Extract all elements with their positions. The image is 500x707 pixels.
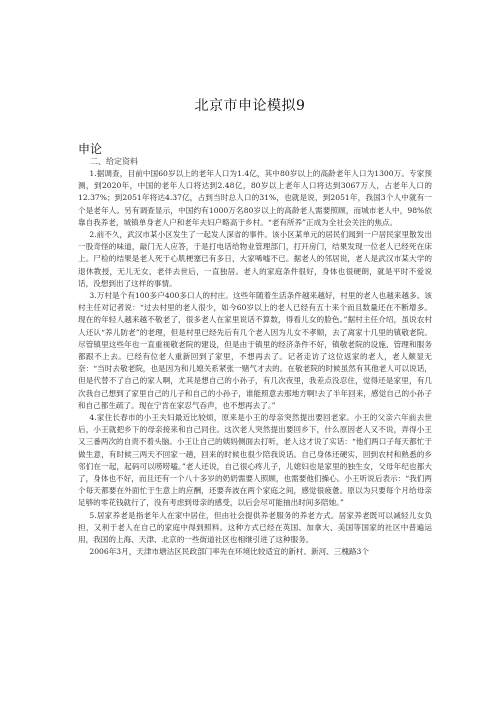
paragraph-3: 3.万村是个有100多户400多口人的村庄。这些年随着生活条件越来越好，村里的老人也越来越多。该村主任对记者说：“过去村里的老人很少，如今60岁以上的老人已经有五十来个而且数量还在不断增多。现在的年轻人越来越不敬老了，很多老人在家里说话不算数，得看儿女的脸色。”据村主任介绍，虽说农村人还认“养儿防老”的老理，但是村里已经先后有几个老人因为儿女不孝顺，去了离家十几里的镇敬老院。尽管镇里这些年也一直重视敬老院的建设，但是由于镇里的经济条件不好，镇敬老院的设施、管理和服务都跟不上去。已经有位老人重新回到了家里，不想再去了。记者走访了这位返家的老人，老人颇显无奈：“当时去敬老院，也是因为和儿媳关系紧张一赌气才去的。在敬老院的时候虽然有其他老人可以说话，但是代替不了自己的家人啊，尤其是想自己的小孙子，有几次夜里，我差点没忍住，觉得还是家里，有几次我自己想到了家里自己的儿子和自己的小孙子，谁能照意去那地方啊!去了半年回来，感觉自己的小孙子和自己都生疏了。现在宁肯在家忍气吞声，也不想再去了。” (78, 291, 432, 410)
page-title: 北京市申论模拟9 (194, 98, 306, 114)
document-body (78, 168, 432, 559)
paragraph-5: 5.居家养老是指老年人在家中居住，但由社会提供养老服务的养老方式。居家养老既可以减轻儿女负担，又利于老人在自己的家庭中得到照料。这种方式已经在英国、加拿大、美国等国家的社区中普遍运用，我国的上海、天津、北京的一些街道社区也相继引进了这种服务。 (78, 510, 432, 545)
section-heading: 申论 (78, 142, 103, 156)
paragraph-6: 2006年3月，天津市塘沽区民政部门率先在环境比较适宜的新村、新河、三槐路3个 (89, 547, 369, 557)
paragraph-2: 2.前不久，武汉市某小区发生了一起发人深省的事件。该小区某单元的居民们闻到一户居民家里散发出一股奇怪的味道，敲门无人应答，于是打电话给物业管理部门，打开房门，结果发现一位老人已经死在床上。尸检的结果是老人死于心肌梗塞已有多日，大家唏嘘不已。据老人的邻居说，老人是武汉市某大学的退休教授，无儿无女，老伴去世后，一直独居。老人的家庭条件很好，身体也很硬朗，就是平时不爱说话，没想到出了这样的事情。 (78, 230, 432, 288)
paragraph-4: 4.家住长春市的小王夫妇最近比较烦，原来是小王的母亲突然提出要回老家。小王的父亲六年前去世后，小王就把乡下的母亲接来和自己同住。这次老人突然提出要回乡下，什么原因老人又不说，弄得小王又三番两次的自责不着头脑。小王让自己的姨妈侧面去打听，老人这才说了实话：“他们两口子每天都忙于做生意，有时候三两天不回家一趟，回来的时候也很少陪我说话。自己身体还硬实，回到农村和熟悉的乡邻们在一起，起码可以唠唠嗑。”老人还说，自己很心疼儿子，儿媳妇也是家里的独生女，父母年纪也都大了，身体也不好，而且还有一个八十多岁的奶奶需要人照顾，也需要他们操心。小王听说后表示：“我们两个每天都要在外面忙于生意上的应酬，还要奔波在两个家庭之间，感觉很疲惫。原以为只要每个月给母亲足够的零花钱就行了，没有考虑到母亲的感受，以后会尽可能抽出时间多陪她。” (78, 413, 432, 508)
subsection-heading: 二、给定资料 (90, 157, 138, 166)
paragraph-1: 1.据调查，目前中国60岁以上的老年人口为1.4亿，其中80岁以上的高龄老年人口为1300万。专家预测，到2020年，中国的老年人口将达到2.48亿，80岁以上老年人口将达到3067万人，占老年人口的12.37%；到2051年将达4.37亿，占到当时总人口的31%，也就是说，到2051年，我国3个人中就有一个是老年人。另有调查显示，中国约有1000万名80岁以上的高龄老人需要照顾，而城市老人中，98%依靠自我养老，城镇单身老人户和老年夫妇户略高于乡村。“老有所养”正成为全社会关注的焦点。 (78, 169, 432, 227)
